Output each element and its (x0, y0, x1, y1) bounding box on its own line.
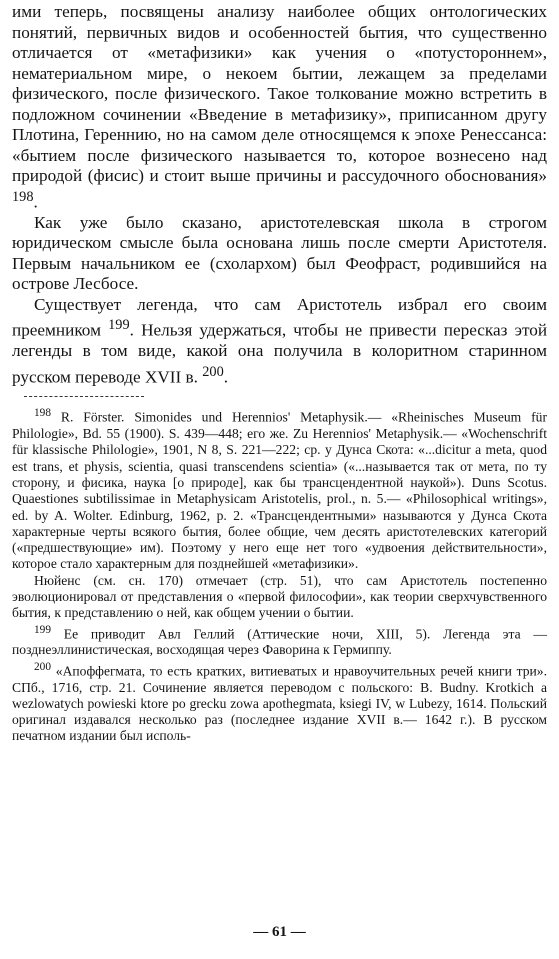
footnotes (12, 405, 547, 745)
footnote: $^{198}$ R. Förster. Simonides und Herennios' Metaphysik.— «Rheinisches Museum für Philologie», Bd. 55 (1900). S. 439—448; его же. Zu Herennios' Metaphysik.— «Wochenschrift für klassische Philologie», 1901, N 8, S. 221—222; ср. у Дунса Скота: «...dicitur a meta, quod est trans, et physis, scientia, quasi transcendens scientia» («...называется так от мета, по ту сторону, и фисика, наука [о природе], как бы трансцендентной наукой»). Duns Scotus. Quaestiones subtilissimae in Metaphysicam Aristotelis, prol., n. 5.— «Philosophical writings», ed. by A. Wolter. Edinburg, 1962, p. 2. «Трансцендентными» называются у Дунса Скота характерные черты всякого бытия, более общие, чем десять аристотелевских категорий («предшествующие» им). Поэтому у него еще нет того «удвоения действительности», которое стало характерным для позднейшей «метафизики». (12, 407, 547, 572)
footnote-number: 200 (34, 660, 51, 673)
paragraph: Существует легенда, что сам Аристотель избрал его своим преемником $^{199}$. Нельзя удержаться, чтобы не привести пересказ этой легенды в том виде, какой она получила в колоритном старинном русском переводе XVII в. $^{200}$. (12, 294, 548, 387)
footnote-divider (24, 396, 144, 397)
footnote-number: 199 (34, 623, 51, 636)
footnote-ref: 198 (12, 188, 34, 205)
footnote-number: 198 (34, 407, 51, 420)
footnote: $^{200}$ «Апоффегмата, то есть кратких, витиеватых и нравоучительных речей книги три». СПб., 1716, стр. 21. Сочинение является переводом с польского: B. Budny. Krotkich a wezlowatych powieski ktore po grecku zowa apothegmata, ksiegi IV, w Lubezy, 1614. Польский оригинал издавался несколько раз (последнее издание XVII в.— 1642 г.). В русском печатном издании был исполь- (12, 660, 547, 744)
paragraph: ими теперь, посвящены анализу наиболее общих онтологических понятий, первичных видов и особенностей бытия, что существенно отличается от «метафизики» как учения о «потустороннем», нематериальном мире, о некоем бытии, лежащем за пределами физического, после физического. Такое толкование можно встретить в подложном сочинении «Введение в метафизику», приписанном другу Плотина, Гереннию, но на самом деле относящемся к эпохе Ренессанса: «бытием после физического называется то, которое вознесено над природой (фисис) и стоит выше причины и рассудочного обоснования» $^{198}$. (12, 2, 547, 212)
main-text (12, 2, 547, 388)
footnote: $^{199}$ Ее приводит Авл Геллий (Аттические ночи, XIII, 5). Легенда эта — позднеэллинистическая, восходящая через Фаворина к Гермиппу. (12, 623, 547, 658)
paragraph: Как уже было сказано, аристотелевская школа в строгом юридическом смысле была основана лишь после смерти Аристотеля. Первым начальником ее (схолархом) был Феофраст, родившийся на острове Лесбосе. (12, 212, 547, 294)
footnote-ref: 200 (202, 363, 224, 380)
footnote-ref: 199 (108, 317, 130, 334)
footnote: Нюйенс (см. сн. 170) отмечает (стр. 51), что сам Аристотель постепенно эволюционировал от представления о «первой философии», как теории сверхчувственного бытия, к представлению о ней, как общем учении о бытии. (12, 572, 547, 621)
page-number: — 61 — (253, 924, 306, 940)
